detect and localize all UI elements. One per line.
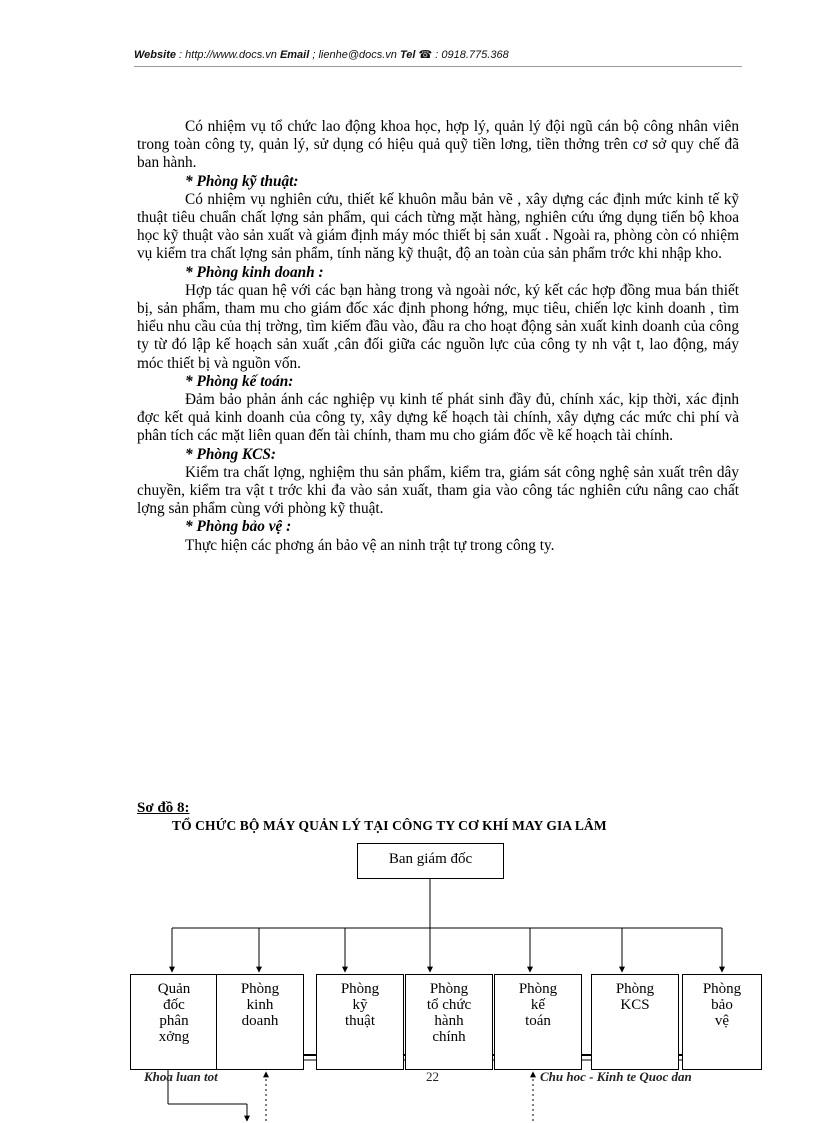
footer-left-text: Khoa luan tot: [144, 1069, 218, 1084]
org-node-accounting-dept: [494, 974, 582, 1070]
org-node-label: Ban giám đốc: [388, 851, 473, 867]
paragraph-kcs-dept: Kiểm tra chất lợng, nghiệm thu sản phẩm, kiểm tra, giám sát công nghệ sản xuất trên dây chuyền, kiểm tra vật t trớc khi đa vào sản xuất, tham gia vào công tác nghiên cứu nâng cao chất lợng sản phẩm cùng với phòng kỹ thuật.: [137, 463, 739, 518]
org-node-label: Phòng kinh doanh: [240, 981, 280, 1029]
heading-accounting-dept: * Phòng kế toán:: [185, 372, 294, 390]
org-node-board-of-directors: [357, 843, 504, 879]
paragraph-personnel: Có nhiệm vụ tổ chức lao động khoa học, hợp lý, quản lý đội ngũ cán bộ công nhân viên trong toàn công ty, quản lý, sử dụng có hiệu quả quỹ tiền lơng, tiền thởng trên cơ sở quy chế đã ban hành.: [137, 118, 739, 172]
footer-right-text: Chu hoc - Kinh te Quoc dan: [540, 1069, 692, 1084]
paragraph-business-dept: Hợp tác quan hệ với các bạn hàng trong và ngoài nớc, ký kết các hợp đồng mua bán thiết bị, sản phẩm, tham mu cho giám đốc xác định phong hớng, mục tiêu, chiến lợc kinh doanh , tìm hiểu nhu cầu của thị trờng, tìm kiếm đầu vào, đầu ra cho hoạt động sản xuất kinh doanh của công ty từ đó lập kế hoạch sản xuất ,cân đối giữa các nguồn lực của công ty nh vật t, lao động, máy móc thiết bị và nguồn vốn.: [137, 281, 739, 372]
paragraph-accounting-dept: Đảm bảo phản ánh các nghiệp vụ kinh tế phát sinh đầy đủ, chính xác, kịp thời, xác định đợc kết quả kinh doanh của công ty, xây dựng kế hoạch tài chính, xây dựng các mức chi phí và phân tích các mặt liên quan đến tài chính, tham mu cho giám đốc về kế hoạch tài chính.: [137, 391, 739, 445]
org-node-label: Phòng kế toán: [518, 981, 558, 1029]
org-node-admin-dept: [405, 974, 493, 1070]
heading-business-dept: * Phòng kinh doanh :: [185, 263, 324, 281]
tel-label: Tel: [399, 49, 416, 61]
org-node-label: Phòng kỹ thuật: [340, 981, 380, 1029]
org-node-label: Phòng tổ chức hành chính: [426, 981, 472, 1045]
footer-page-number: 22: [426, 1069, 439, 1084]
org-node-label: Phòng bảo vệ: [702, 981, 742, 1029]
org-node-business-dept: [216, 974, 304, 1070]
org-node-workshop: [130, 974, 218, 1070]
org-node-technical-dept: [316, 974, 404, 1070]
website-label: Website: [134, 49, 176, 61]
website-value[interactable]: : http://www.docs.vn: [179, 49, 277, 61]
email-label: Email: [279, 49, 310, 61]
org-node-security-dept: [682, 974, 762, 1070]
paragraph-technical-dept: Có nhiệm vụ nghiên cứu, thiết kế khuôn mẫu bản vẽ , xây dựng các định mức kinh tế kỹ thuật tiêu chuẩn chất lợng sản phẩm, qui cách từng mặt hàng, nghiên cứu ứng dụng tiến bộ khoa học kỹ thuật vào sản xuất và giám định máy móc thiết bị sản xuất . Ngoài ra, phòng còn có nhiệm vụ kiểm tra chất lợng sản phẩm, tính năng kỹ thuật, độ an toàn của sản phẩm trớc khi nhập kho.: [137, 190, 739, 263]
heading-technical-dept: * Phòng kỹ thuật:: [185, 172, 299, 190]
diagram-title: TỔ CHỨC BỘ MÁY QUẢN LÝ TẠI CÔNG TY CƠ KHÍ MAY GIA LÂM: [172, 818, 607, 833]
org-node-label: Phòng KCS: [615, 981, 655, 1013]
tel-value: ☎ : 0918.775.368: [418, 49, 509, 61]
heading-security-dept: * Phòng bảo vệ :: [185, 518, 292, 536]
paragraph-security-dept: Thực hiện các phơng án bảo vệ an ninh trật tự trong công ty.: [185, 536, 555, 554]
email-value[interactable]: ; lienhe@docs.vn: [312, 49, 397, 61]
diagram-label: Sơ đồ 8:: [137, 800, 190, 816]
org-node-kcs-dept: [591, 974, 679, 1070]
heading-kcs-dept: * Phòng KCS:: [185, 445, 276, 463]
org-node-label: Quản đốc phân xởng: [157, 981, 191, 1045]
